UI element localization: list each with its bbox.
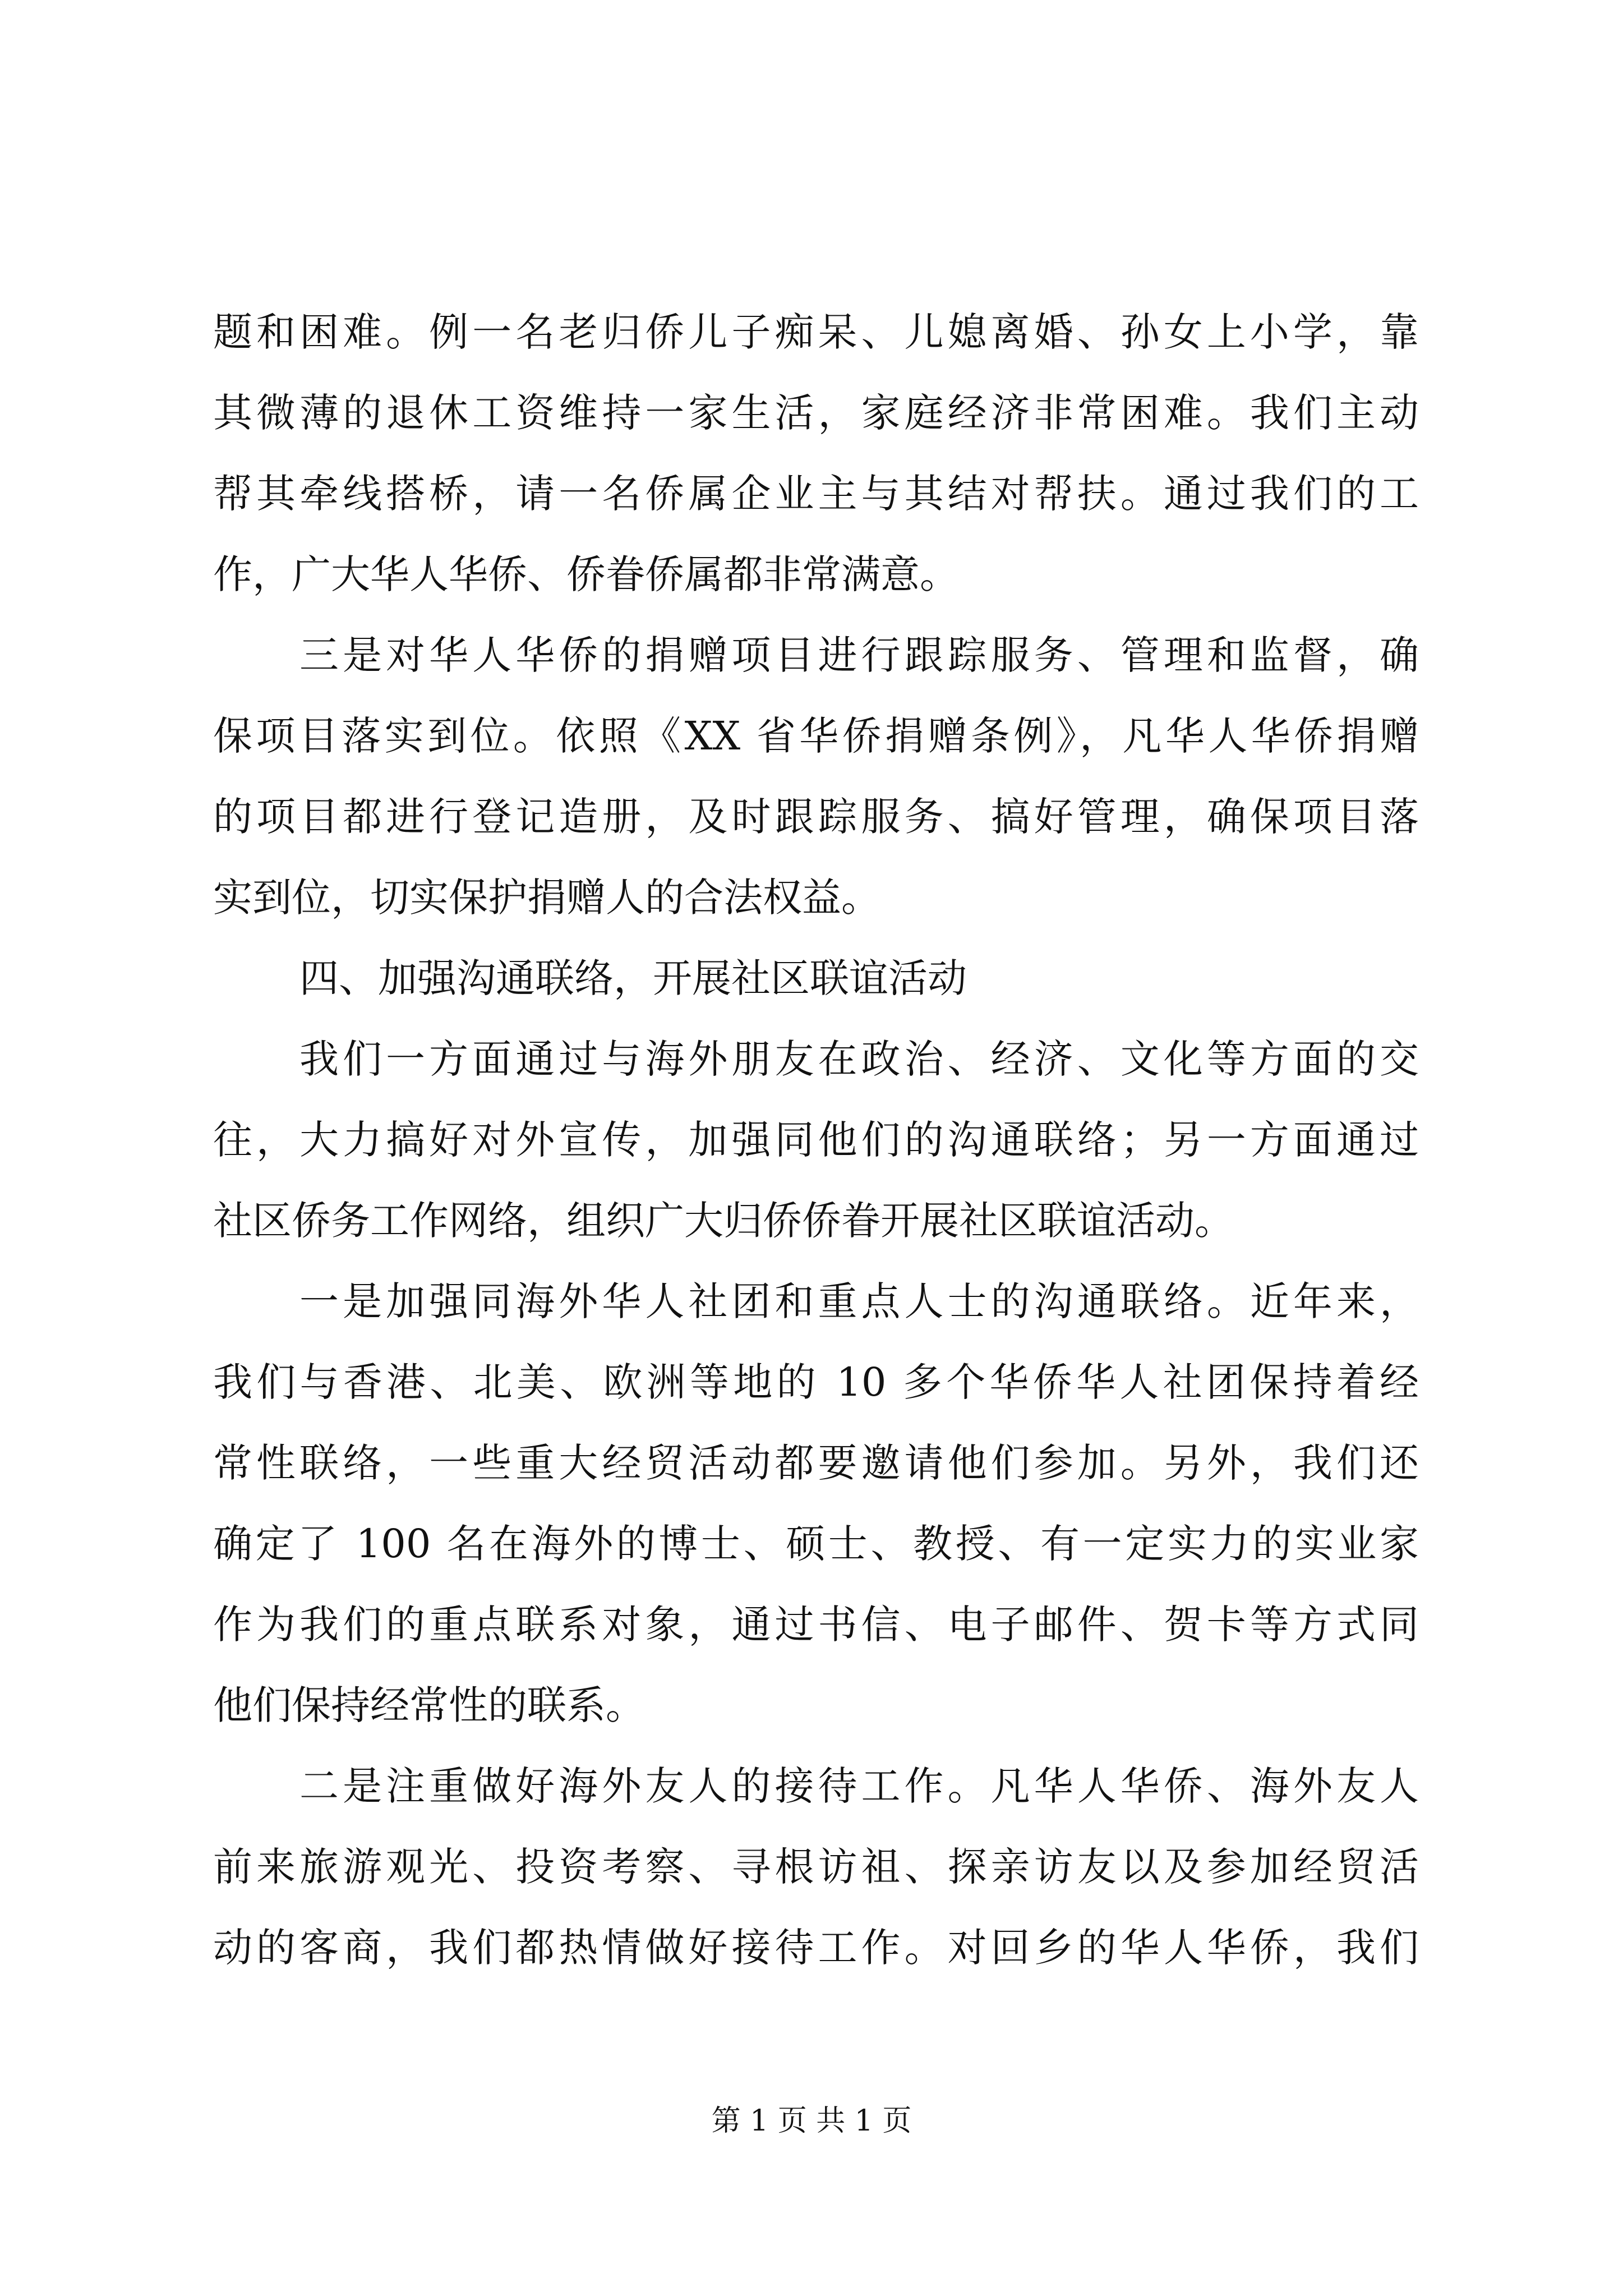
text-line-11: 往，大力搞好对外宣传，加强同他们的沟通联络；另一方面通过: [213, 1117, 1419, 1163]
text-line-2: 其微薄的退休工资维持一家生活，家庭经济非常困难。我们主动: [213, 390, 1419, 436]
text-line-16: 确定了 100 名在海外的博士、硕士、教授、有一定实力的实业家: [213, 1521, 1419, 1567]
text-line-5: 三是对华人华侨的捐赠项目进行跟踪服务、管理和监督，确: [299, 632, 1419, 678]
text-line-19: 二是注重做好海外友人的接待工作。凡华人华侨、海外友人: [299, 1763, 1419, 1809]
text-line-18: 他们保持经常性的联系。: [213, 1682, 645, 1728]
text-line-12: 社区侨务工作网络，组织广大归侨侨眷开展社区联谊活动。: [213, 1198, 1234, 1244]
text-line-4: 作，广大华人华侨、侨眷侨属都非常满意。: [213, 551, 959, 597]
text-line-8: 实到位，切实保护捐赠人的合法权益。: [213, 875, 880, 921]
text-line-14: 我们与香港、北美、欧洲等地的 10 多个华侨华人社团保持着经: [213, 1359, 1419, 1405]
text-line-7: 的项目都进行登记造册，及时跟踪服务、搞好管理，确保项目落: [213, 794, 1419, 840]
text-line-13: 一是加强同海外华人社团和重点人士的沟通联络。近年来，: [299, 1278, 1419, 1324]
text-line-20: 前来旅游观光、投资考察、寻根访祖、探亲访友以及参加经贸活: [213, 1844, 1419, 1890]
text-line-1: 题和困难。例一名老归侨儿子痴呆、儿媳离婚、孙女上小学，靠: [213, 309, 1419, 355]
text-line-3: 帮其牵线搭桥，请一名侨属企业主与其结对帮扶。通过我们的工: [213, 471, 1419, 517]
text-line-10: 我们一方面通过与海外朋友在政治、经济、文化等方面的交: [299, 1036, 1419, 1082]
text-line-17: 作为我们的重点联系对象，通过书信、电子邮件、贺卡等方式同: [213, 1602, 1419, 1648]
section-heading: 四、加强沟通联络，开展社区联谊活动: [299, 955, 967, 1001]
text-line-21: 动的客商，我们都热情做好接待工作。对回乡的华人华侨，我们: [213, 1925, 1419, 1971]
text-line-6: 保项目落实到位。依照《XX 省华侨捐赠条例》，凡华人华侨捐赠: [213, 713, 1419, 759]
page-footer: 第 1 页 共 1 页: [711, 2104, 912, 2138]
text-line-15: 常性联络，一些重大经贸活动都要邀请他们参加。另外，我们还: [213, 1440, 1419, 1486]
